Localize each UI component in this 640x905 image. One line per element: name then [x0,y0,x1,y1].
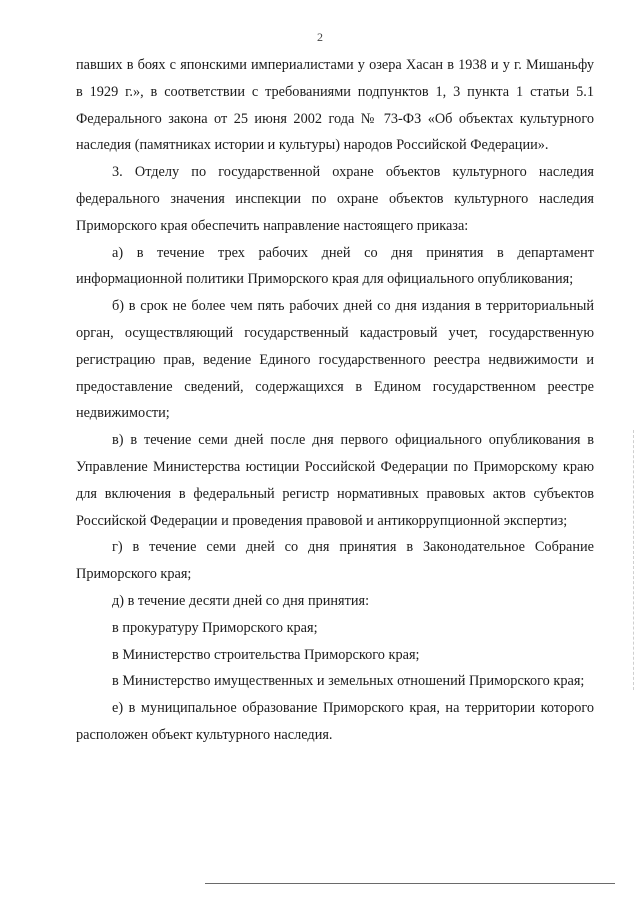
paragraph-subitem-b: б) в срок не более чем пять рабочих дней со дня издания в территориальный орган, осуществляющий государственный кадастровый учет, государственную регистрацию прав, ведение Единого государственного реестра недвижимости и предоставление сведений, содержащихся в Едином государственном реестре недвижимости; [76,298,594,422]
paragraph-item-3: 3. Отделу по государственной охране объектов культурного наследия федерального значения инспекции по охране объектов культурного наследия Приморского края обеспечить направление настоящего приказа: [76,164,594,234]
paragraph-subitem-d: д) в течение десяти дней со дня принятия: [112,592,370,609]
footer-divider [205,883,615,884]
paragraph-subitem-g: г) в течение семи дней со дня принятия в Законодательное Собрание Приморского края; [76,539,594,583]
paragraph-subitem-e: е) в муниципальное образование Приморского края, на территории которого расположен объект культурного наследия. [76,700,594,743]
paragraph-recipient-prosecutor: в прокуратуру Приморского края; [112,619,318,636]
paragraph-subitem-v: в) в течение семи дней после дня первого официального опубликования в Управление Министерства юстиции Российской Федерации по Приморскому краю для включения в федеральный регистр нормативных правовых актов субъектов Российской Федерации и проведения правовой и антикоррупционной экспертиз; [76,432,594,529]
paragraph-subitem-a: а) в течение трех рабочих дней со дня принятия в департамент информационной политики Приморского края для официального опубликования; [76,244,594,288]
paragraph-recipient-property: в Министерство имущественных и земельных отношений Приморского края; [112,673,585,690]
scan-edge-mark [633,430,634,690]
paragraph-continuation: павших в боях с японскими империалистами у озера Хасан в 1938 и у г. Мишаньфу в 1929 г.», в соответствии с требованиями подпунктов 1, 3 пункта 1 статьи 5.1 Федерального закона от 25 июня 2002 года № 73-ФЗ «Об объектах культурного наследия (памятниках истории и культуры) народов Российской Федерации». [76,57,594,154]
paragraph-recipient-construction: в Министерство строительства Приморского края; [112,646,420,663]
page-number: 2 [317,30,323,44]
document-body [76,52,594,749]
